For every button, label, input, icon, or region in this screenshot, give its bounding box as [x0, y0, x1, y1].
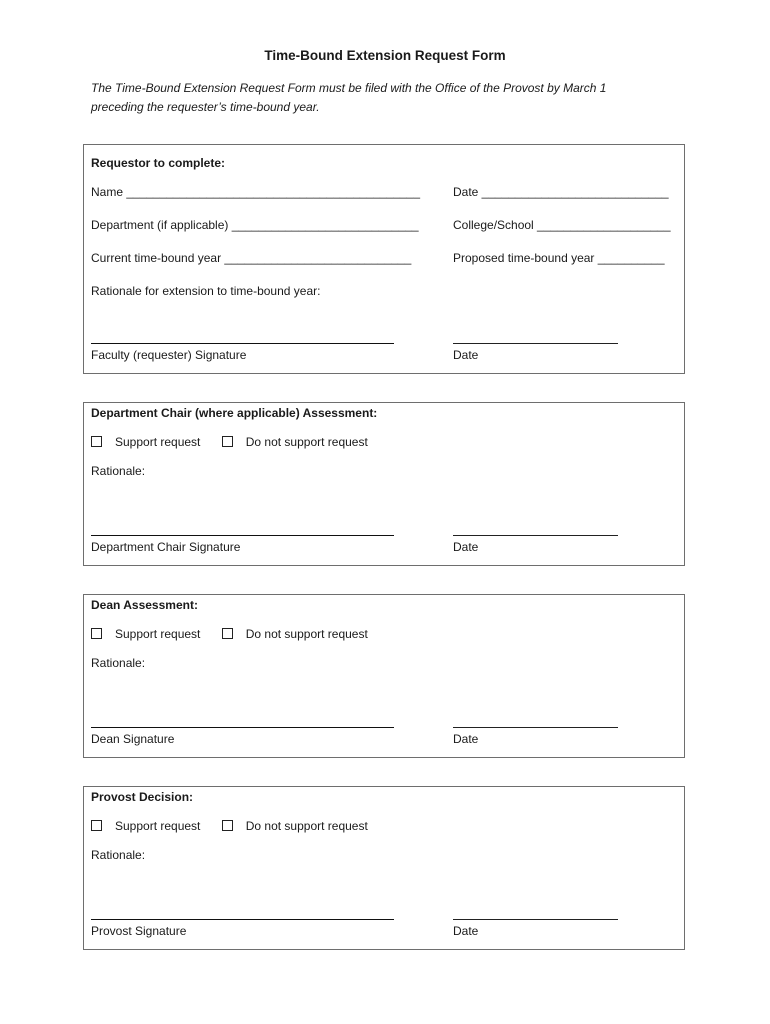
date-line[interactable] [453, 343, 618, 344]
checkbox-icon[interactable] [222, 820, 233, 831]
signature-label: Department Chair Signature [91, 540, 241, 554]
signature-line[interactable] [91, 343, 394, 344]
checkbox-icon[interactable] [91, 628, 102, 639]
rationale-label: Rationale for extension to time-bound year: [91, 284, 321, 298]
date-line[interactable] [453, 919, 618, 920]
form-title: Time-Bound Extension Request Form [264, 48, 506, 63]
intro-line-2: preceding the requester’s time-bound year. [91, 100, 320, 114]
checkbox-icon[interactable] [222, 628, 233, 639]
not-support-label: Do not support request [245, 819, 368, 833]
not-support-option[interactable] [222, 627, 368, 641]
signature-line[interactable] [91, 535, 394, 536]
name-field[interactable]: Name ____________________________________________ [91, 185, 420, 199]
signature-label: Dean Signature [91, 732, 175, 746]
dean-options [91, 627, 386, 641]
not-support-option[interactable] [222, 819, 368, 833]
chair-options [91, 435, 386, 449]
checkbox-icon[interactable] [91, 820, 102, 831]
not-support-label: Do not support request [245, 627, 368, 641]
support-option[interactable] [91, 435, 200, 449]
date-label: Date [453, 540, 479, 554]
dean-section [83, 594, 685, 758]
checkbox-icon[interactable] [222, 436, 233, 447]
requestor-section [83, 144, 685, 374]
date-label: Date [453, 732, 479, 746]
not-support-label: Do not support request [245, 435, 368, 449]
support-option[interactable] [91, 819, 200, 833]
request-date-field[interactable]: Date ____________________________ [453, 185, 669, 199]
dean-heading: Dean Assessment: [91, 598, 198, 612]
chair-section [83, 402, 685, 566]
proposed-year-field[interactable]: Proposed time-bound year __________ [453, 251, 665, 265]
checkbox-icon[interactable] [91, 436, 102, 447]
date-label: Date [453, 924, 479, 938]
date-line[interactable] [453, 535, 618, 536]
support-label: Support request [115, 627, 201, 641]
signature-label: Provost Signature [91, 924, 187, 938]
college-field[interactable]: College/School ____________________ [453, 218, 671, 232]
provost-heading: Provost Decision: [91, 790, 194, 804]
requestor-heading: Requestor to complete: [91, 156, 226, 170]
signature-line[interactable] [91, 727, 394, 728]
provost-section [83, 786, 685, 950]
department-field[interactable]: Department (if applicable) ____________________________ [91, 218, 419, 232]
signature-line[interactable] [91, 919, 394, 920]
signature-label: Faculty (requester) Signature [91, 348, 247, 362]
provost-options [91, 819, 386, 833]
chair-heading: Department Chair (where applicable) Assessment: [91, 406, 378, 420]
support-label: Support request [115, 819, 201, 833]
rationale-label: Rationale: [91, 464, 146, 478]
current-year-field[interactable]: Current time-bound year ____________________________ [91, 251, 412, 265]
intro-text [91, 79, 691, 117]
support-label: Support request [115, 435, 201, 449]
intro-line-1: The Time-Bound Extension Request Form must be filed with the Office of the Provost by March 1 [91, 81, 607, 95]
not-support-option[interactable] [222, 435, 368, 449]
support-option[interactable] [91, 627, 200, 641]
date-line[interactable] [453, 727, 618, 728]
rationale-label: Rationale: [91, 848, 146, 862]
date-label: Date [453, 348, 479, 362]
rationale-label: Rationale: [91, 656, 146, 670]
